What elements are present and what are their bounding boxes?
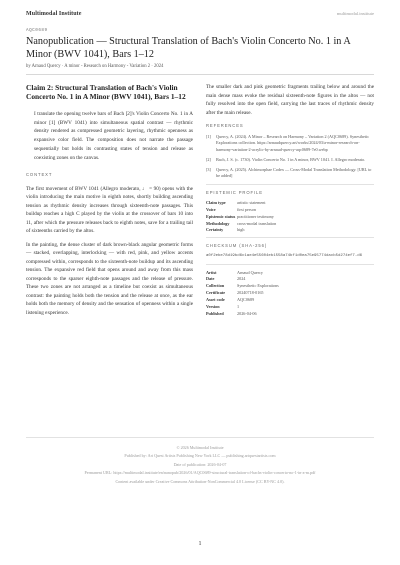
metadata-row xyxy=(206,304,374,311)
context-paragraph-1: The first movement of BWV 1041 (Allegro moderato, ♩ = 90) opens with the violin introducing the main motive in eighth notes, shortly building ascending tension as rhythmic density increases through sixteenth-note passages. This buildup reaches a high C played by the violin at the crossover of bars 10 into 11, after which the pressure releases back to eighth notes, save for a trailing tail of sixteenths carried by the altos. xyxy=(26,185,193,235)
field-value: artistic statement xyxy=(237,199,266,205)
field-label: Version xyxy=(206,304,220,310)
publication-date-line: Date of publication: 2026-04-07 xyxy=(173,461,227,467)
page-title: Nanopublication — Structural Translation of Bach's Violin Concerto No. 1 in A Minor (BWV 1041), Bars 1–12 xyxy=(26,36,351,60)
field-value: cross-modal translation xyxy=(237,220,277,226)
reference-text: Bach, J. S. (c. 1730). Violin Concerto No. 1 in A minor, BWV 1041. I. Allegro moderato. xyxy=(216,156,366,162)
brand-name: Multimodal Institute xyxy=(26,11,82,17)
page-header xyxy=(26,11,374,21)
metadata-row xyxy=(206,270,374,277)
reference-number: [1] xyxy=(206,134,211,139)
metadata-row xyxy=(206,283,374,290)
epistemic-row xyxy=(206,221,374,228)
checksum-value: a0f2ebe78d19bd6c1ae4e55604eb1558a74bf1d0ea75e95774dacb5d274ef7-d6 xyxy=(206,254,363,259)
field-label: Artist xyxy=(206,269,217,275)
epistemic-row xyxy=(206,207,374,214)
field-value: 2024 xyxy=(237,276,246,282)
claim-title: Claim 2: Structural Translation of Bach's Violin Concerto No. 1 in A Minor (BWV 1041), Bars 1–12 xyxy=(26,83,186,102)
page-footer xyxy=(26,437,374,486)
field-value: 1 xyxy=(237,304,240,310)
field-value: 2026-04-06 xyxy=(237,310,257,316)
context-heading: CONTEXT xyxy=(26,171,53,177)
field-value: Synesthetic Explorations xyxy=(237,283,279,289)
abstract: I translate the opening twelve bars of Bach [2]'s Violin Concerto No. 1 in A minor [1] (BWV 1041) into simultaneous spatial contrast — rhythmic density rendered as compressed geometric layering, rhythmic openness as expansive color field. The composition does not narrate the passage sequentially but holds its contrasting states of tension and release as coexisting zones on the canvas. xyxy=(34,110,193,161)
field-value: 20240718-0165 xyxy=(237,290,264,296)
context-paragraph-3: The smaller dark and pink geometric fragments trailing below and around the main dense mass evoke the residual sixteenth-note figures in the altos — not fully resolved into the open field, carrying the last traces of rhythmic density after the main release. xyxy=(206,84,374,116)
field-value: first person xyxy=(237,206,256,212)
reference-item[interactable] xyxy=(206,157,374,163)
context-paragraph-2: In the painting, the dense cluster of dark brown-black angular geometric forms — stacked, overlapping, interlocking — with red, pink, and yellow accents compressed within, corresponds to the sixteenth-note buildup and its ascending tension. The expansive red field that opens around and away from this mass corresponds to the sparser eighth-note passages and the release of pressure. These two zones are not arranged as a timeline but coexist as simultaneous contrast: the painting holds both the tension and the release at once, as the ear holds both the memory of density and the sensation of openness within a single listening experience. xyxy=(26,241,193,316)
field-value: practitioner testimony xyxy=(237,213,274,219)
field-value: high xyxy=(237,227,245,233)
left-column xyxy=(26,83,193,322)
epistemic-row xyxy=(206,214,374,221)
byline: by Arnaud Quercy · A minor - Research on Harmony - Variation 2 · 2024 xyxy=(26,64,164,69)
field-label: Methodology xyxy=(206,220,230,226)
publisher-line: Published by: Art Quest Artists Publishing New York LLC — publishing.artquestartists.com xyxy=(124,453,276,459)
epistemic-heading: EPISTEMIC PROFILE xyxy=(206,189,263,195)
metadata-row xyxy=(206,311,374,318)
field-label: Published xyxy=(206,310,224,316)
reference-item[interactable] xyxy=(206,134,374,153)
field-label: Date xyxy=(206,276,215,282)
field-label: Collection xyxy=(206,283,225,289)
references-list xyxy=(206,134,374,180)
epistemic-profile xyxy=(206,184,374,235)
field-value: Arnaud Quercy xyxy=(237,269,263,275)
right-column xyxy=(206,83,374,318)
metadata-row xyxy=(206,290,374,297)
metadata-row xyxy=(206,276,374,283)
brand-url[interactable]: multimodal.institute xyxy=(336,11,374,16)
copyright-line: © 2026 Multimodal Institute xyxy=(176,445,224,450)
field-value: AQC0689 xyxy=(237,297,255,303)
field-label: Voice xyxy=(206,206,216,212)
epistemic-row xyxy=(206,227,374,234)
checksum-section xyxy=(206,237,374,259)
permanent-url-line[interactable]: Permanent URL: https://multimodal.institute/en/nanopub/2026/01/AQC0689-structural-translation-of-bachs-violin-concerto-no-1-in-a-m.pdf xyxy=(84,470,316,476)
reference-number: [3] xyxy=(206,167,211,173)
reference-number: [2] xyxy=(206,156,211,162)
reference-text: Quercy, A. (2024). A Minor – Research on Harmony – Variation 2 (AQC0689). Synesthetic Explorations collection. https://arnaudquercy.art/works/2024/03/a-minor-research-on-harmony-variation-2-acrylic-by-arnaud-quercy-aqc0689-7e0.webp xyxy=(216,134,370,152)
field-label: Asset code xyxy=(206,297,225,303)
reference-text: Quercy, A. (2025). Alchimorphae Codex — Cross-Modal Translation Methodology. [URL to be added] xyxy=(216,167,372,179)
field-label: Epistemic status xyxy=(206,213,236,219)
header-divider xyxy=(26,74,374,75)
epistemic-row xyxy=(206,200,374,207)
metadata-table xyxy=(206,264,374,318)
reference-item[interactable] xyxy=(206,167,374,180)
checksum-heading: CHECKSUM (SHA-256) xyxy=(206,243,268,249)
field-label: Certainty xyxy=(206,227,224,233)
page-number: 1 xyxy=(198,541,202,547)
document-id: AQC0689 xyxy=(26,28,48,33)
references-heading: REFERENCES xyxy=(206,123,244,128)
field-label: Claim type xyxy=(206,199,226,205)
license-line[interactable]: Content available under Creative Commons Attribution-NonCommercial 4.0 License (CC BY-NC 4.0). xyxy=(115,478,285,484)
footer-divider xyxy=(26,437,374,438)
field-label: Certificate xyxy=(206,290,226,296)
metadata-row xyxy=(206,297,374,304)
